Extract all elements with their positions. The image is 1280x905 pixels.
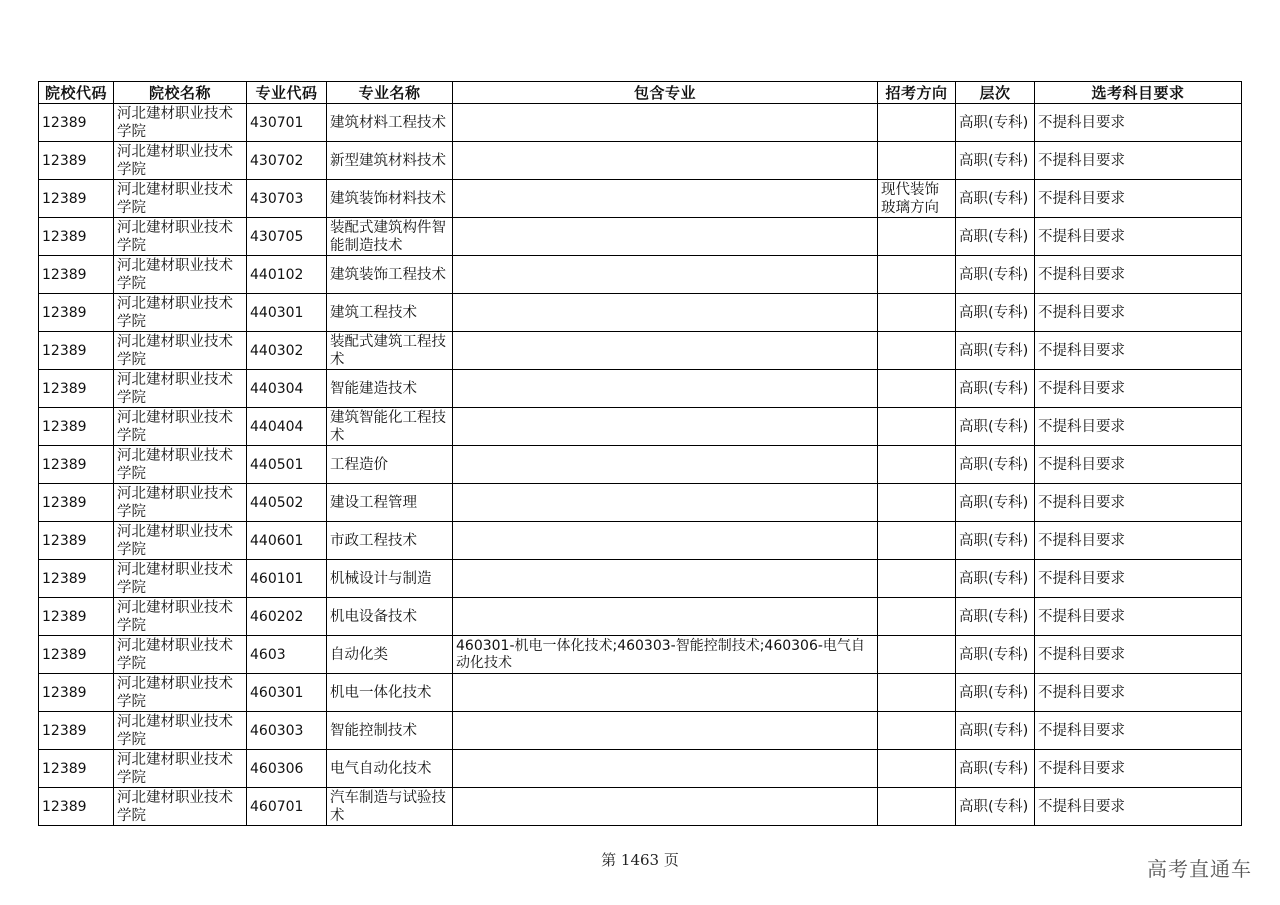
cell-level: 高职(专科) xyxy=(956,712,1035,750)
cell-level: 高职(专科) xyxy=(956,484,1035,522)
table-row xyxy=(39,294,1242,332)
cell-level: 高职(专科) xyxy=(956,674,1035,712)
cell-school-code: 12389 xyxy=(39,446,114,484)
cell-subject-requirement: 不提科目要求 xyxy=(1035,104,1242,142)
cell-major-code: 430702 xyxy=(247,142,327,180)
cell-school-name: 河北建材职业技术学院 xyxy=(114,788,247,826)
cell-level: 高职(专科) xyxy=(956,218,1035,256)
cell-subject-requirement: 不提科目要求 xyxy=(1035,294,1242,332)
cell-school-code: 12389 xyxy=(39,522,114,560)
cell-subject-requirement: 不提科目要求 xyxy=(1035,370,1242,408)
cell-direction xyxy=(878,142,956,180)
cell-level: 高职(专科) xyxy=(956,408,1035,446)
cell-included-majors xyxy=(453,598,878,636)
table-row xyxy=(39,370,1242,408)
table-row xyxy=(39,142,1242,180)
cell-school-name: 河北建材职业技术学院 xyxy=(114,332,247,370)
cell-level: 高职(专科) xyxy=(956,788,1035,826)
table-row xyxy=(39,446,1242,484)
cell-school-code: 12389 xyxy=(39,332,114,370)
cell-major-code: 460301 xyxy=(247,674,327,712)
table-row xyxy=(39,750,1242,788)
cell-level: 高职(专科) xyxy=(956,598,1035,636)
cell-major-code: 440601 xyxy=(247,522,327,560)
cell-subject-requirement: 不提科目要求 xyxy=(1035,598,1242,636)
cell-included-majors xyxy=(453,522,878,560)
cell-level: 高职(专科) xyxy=(956,446,1035,484)
cell-included-majors xyxy=(453,180,878,218)
cell-level: 高职(专科) xyxy=(956,142,1035,180)
cell-included-majors: 460301-机电一体化技术;460303-智能控制技术;460306-电气自动化技术 xyxy=(453,636,878,674)
cell-subject-requirement: 不提科目要求 xyxy=(1035,218,1242,256)
cell-included-majors xyxy=(453,332,878,370)
cell-school-code: 12389 xyxy=(39,370,114,408)
cell-major-code: 440302 xyxy=(247,332,327,370)
cell-major-name: 机电一体化技术 xyxy=(327,674,453,712)
cell-school-name: 河北建材职业技术学院 xyxy=(114,218,247,256)
cell-included-majors xyxy=(453,218,878,256)
cell-included-majors xyxy=(453,560,878,598)
cell-direction xyxy=(878,788,956,826)
cell-school-code: 12389 xyxy=(39,408,114,446)
cell-major-name: 电气自动化技术 xyxy=(327,750,453,788)
header-level: 层次 xyxy=(956,82,1035,104)
cell-major-code: 440501 xyxy=(247,446,327,484)
header-subject-requirement: 选考科目要求 xyxy=(1035,82,1242,104)
header-school-name: 院校名称 xyxy=(114,82,247,104)
table-row xyxy=(39,712,1242,750)
cell-level: 高职(专科) xyxy=(956,256,1035,294)
cell-subject-requirement: 不提科目要求 xyxy=(1035,750,1242,788)
cell-included-majors xyxy=(453,294,878,332)
cell-major-code: 440304 xyxy=(247,370,327,408)
cell-direction xyxy=(878,104,956,142)
cell-school-code: 12389 xyxy=(39,674,114,712)
cell-direction xyxy=(878,256,956,294)
cell-subject-requirement: 不提科目要求 xyxy=(1035,522,1242,560)
cell-included-majors xyxy=(453,104,878,142)
cell-school-code: 12389 xyxy=(39,560,114,598)
cell-school-code: 12389 xyxy=(39,484,114,522)
cell-major-name: 机械设计与制造 xyxy=(327,560,453,598)
cell-direction xyxy=(878,522,956,560)
cell-major-name: 工程造价 xyxy=(327,446,453,484)
cell-school-code: 12389 xyxy=(39,788,114,826)
cell-subject-requirement: 不提科目要求 xyxy=(1035,674,1242,712)
cell-major-code: 430703 xyxy=(247,180,327,218)
cell-subject-requirement: 不提科目要求 xyxy=(1035,256,1242,294)
cell-direction xyxy=(878,294,956,332)
cell-major-name: 自动化类 xyxy=(327,636,453,674)
cell-included-majors xyxy=(453,750,878,788)
cell-major-name: 汽车制造与试验技术 xyxy=(327,788,453,826)
table-row xyxy=(39,256,1242,294)
cell-major-code: 4603 xyxy=(247,636,327,674)
table-row xyxy=(39,522,1242,560)
table-row xyxy=(39,218,1242,256)
cell-included-majors xyxy=(453,674,878,712)
cell-school-code: 12389 xyxy=(39,636,114,674)
cell-major-code: 440301 xyxy=(247,294,327,332)
table-body xyxy=(39,104,1242,826)
cell-direction xyxy=(878,446,956,484)
cell-level: 高职(专科) xyxy=(956,522,1035,560)
cell-subject-requirement: 不提科目要求 xyxy=(1035,408,1242,446)
cell-direction xyxy=(878,560,956,598)
cell-major-code: 440404 xyxy=(247,408,327,446)
cell-included-majors xyxy=(453,788,878,826)
header-included-majors: 包含专业 xyxy=(453,82,878,104)
cell-school-code: 12389 xyxy=(39,294,114,332)
cell-major-name: 建筑装饰工程技术 xyxy=(327,256,453,294)
cell-level: 高职(专科) xyxy=(956,636,1035,674)
cell-level: 高职(专科) xyxy=(956,750,1035,788)
cell-major-code: 440102 xyxy=(247,256,327,294)
cell-direction xyxy=(878,218,956,256)
cell-included-majors xyxy=(453,142,878,180)
cell-included-majors xyxy=(453,484,878,522)
cell-direction xyxy=(878,408,956,446)
cell-direction xyxy=(878,750,956,788)
cell-level: 高职(专科) xyxy=(956,370,1035,408)
cell-included-majors xyxy=(453,408,878,446)
cell-school-name: 河北建材职业技术学院 xyxy=(114,446,247,484)
cell-direction xyxy=(878,332,956,370)
cell-major-name: 建筑装饰材料技术 xyxy=(327,180,453,218)
cell-direction xyxy=(878,484,956,522)
cell-level: 高职(专科) xyxy=(956,294,1035,332)
table-row xyxy=(39,674,1242,712)
cell-subject-requirement: 不提科目要求 xyxy=(1035,788,1242,826)
cell-major-name: 智能建造技术 xyxy=(327,370,453,408)
cell-subject-requirement: 不提科目要求 xyxy=(1035,180,1242,218)
table-row xyxy=(39,788,1242,826)
cell-subject-requirement: 不提科目要求 xyxy=(1035,712,1242,750)
header-school-code: 院校代码 xyxy=(39,82,114,104)
cell-school-code: 12389 xyxy=(39,750,114,788)
header-major-name: 专业名称 xyxy=(327,82,453,104)
cell-major-name: 新型建筑材料技术 xyxy=(327,142,453,180)
cell-school-code: 12389 xyxy=(39,180,114,218)
cell-major-code: 460306 xyxy=(247,750,327,788)
cell-major-code: 430705 xyxy=(247,218,327,256)
watermark-text: 高考直通车 xyxy=(1147,857,1252,881)
admissions-table xyxy=(38,81,1242,826)
header-direction: 招考方向 xyxy=(878,82,956,104)
cell-school-code: 12389 xyxy=(39,218,114,256)
cell-level: 高职(专科) xyxy=(956,180,1035,218)
cell-school-name: 河北建材职业技术学院 xyxy=(114,750,247,788)
cell-school-name: 河北建材职业技术学院 xyxy=(114,484,247,522)
table-row xyxy=(39,598,1242,636)
cell-level: 高职(专科) xyxy=(956,560,1035,598)
cell-direction xyxy=(878,712,956,750)
cell-included-majors xyxy=(453,712,878,750)
cell-major-name: 机电设备技术 xyxy=(327,598,453,636)
cell-included-majors xyxy=(453,446,878,484)
page-number: 第 1463 页 xyxy=(601,851,679,869)
table-row xyxy=(39,636,1242,674)
cell-direction xyxy=(878,636,956,674)
cell-school-code: 12389 xyxy=(39,598,114,636)
cell-included-majors xyxy=(453,256,878,294)
cell-school-code: 12389 xyxy=(39,104,114,142)
cell-level: 高职(专科) xyxy=(956,332,1035,370)
table-row xyxy=(39,104,1242,142)
cell-major-name: 建筑智能化工程技术 xyxy=(327,408,453,446)
cell-school-name: 河北建材职业技术学院 xyxy=(114,180,247,218)
cell-major-code: 440502 xyxy=(247,484,327,522)
cell-subject-requirement: 不提科目要求 xyxy=(1035,484,1242,522)
cell-major-name: 装配式建筑工程技术 xyxy=(327,332,453,370)
cell-major-code: 460101 xyxy=(247,560,327,598)
cell-subject-requirement: 不提科目要求 xyxy=(1035,560,1242,598)
cell-subject-requirement: 不提科目要求 xyxy=(1035,142,1242,180)
cell-subject-requirement: 不提科目要求 xyxy=(1035,446,1242,484)
cell-school-name: 河北建材职业技术学院 xyxy=(114,522,247,560)
table-row xyxy=(39,484,1242,522)
cell-major-name: 建筑材料工程技术 xyxy=(327,104,453,142)
cell-major-name: 建筑工程技术 xyxy=(327,294,453,332)
table-row xyxy=(39,408,1242,446)
cell-school-name: 河北建材职业技术学院 xyxy=(114,370,247,408)
cell-major-name: 建设工程管理 xyxy=(327,484,453,522)
cell-direction xyxy=(878,598,956,636)
cell-direction xyxy=(878,674,956,712)
cell-direction xyxy=(878,370,956,408)
cell-school-name: 河北建材职业技术学院 xyxy=(114,560,247,598)
header-major-code: 专业代码 xyxy=(247,82,327,104)
table-row xyxy=(39,332,1242,370)
table-row xyxy=(39,560,1242,598)
cell-included-majors xyxy=(453,370,878,408)
cell-level: 高职(专科) xyxy=(956,104,1035,142)
cell-subject-requirement: 不提科目要求 xyxy=(1035,332,1242,370)
cell-school-name: 河北建材职业技术学院 xyxy=(114,674,247,712)
cell-major-code: 430701 xyxy=(247,104,327,142)
cell-major-code: 460303 xyxy=(247,712,327,750)
cell-major-code: 460202 xyxy=(247,598,327,636)
header-row xyxy=(39,82,1242,104)
cell-school-name: 河北建材职业技术学院 xyxy=(114,712,247,750)
cell-school-name: 河北建材职业技术学院 xyxy=(114,256,247,294)
cell-school-code: 12389 xyxy=(39,712,114,750)
cell-school-name: 河北建材职业技术学院 xyxy=(114,142,247,180)
cell-major-code: 460701 xyxy=(247,788,327,826)
cell-major-name: 装配式建筑构件智能制造技术 xyxy=(327,218,453,256)
cell-school-code: 12389 xyxy=(39,142,114,180)
cell-school-name: 河北建材职业技术学院 xyxy=(114,104,247,142)
cell-direction: 现代装饰玻璃方向 xyxy=(878,180,956,218)
cell-school-name: 河北建材职业技术学院 xyxy=(114,598,247,636)
cell-school-code: 12389 xyxy=(39,256,114,294)
cell-major-name: 智能控制技术 xyxy=(327,712,453,750)
cell-school-name: 河北建材职业技术学院 xyxy=(114,294,247,332)
cell-school-name: 河北建材职业技术学院 xyxy=(114,408,247,446)
cell-school-name: 河北建材职业技术学院 xyxy=(114,636,247,674)
table-row xyxy=(39,180,1242,218)
cell-subject-requirement: 不提科目要求 xyxy=(1035,636,1242,674)
cell-major-name: 市政工程技术 xyxy=(327,522,453,560)
